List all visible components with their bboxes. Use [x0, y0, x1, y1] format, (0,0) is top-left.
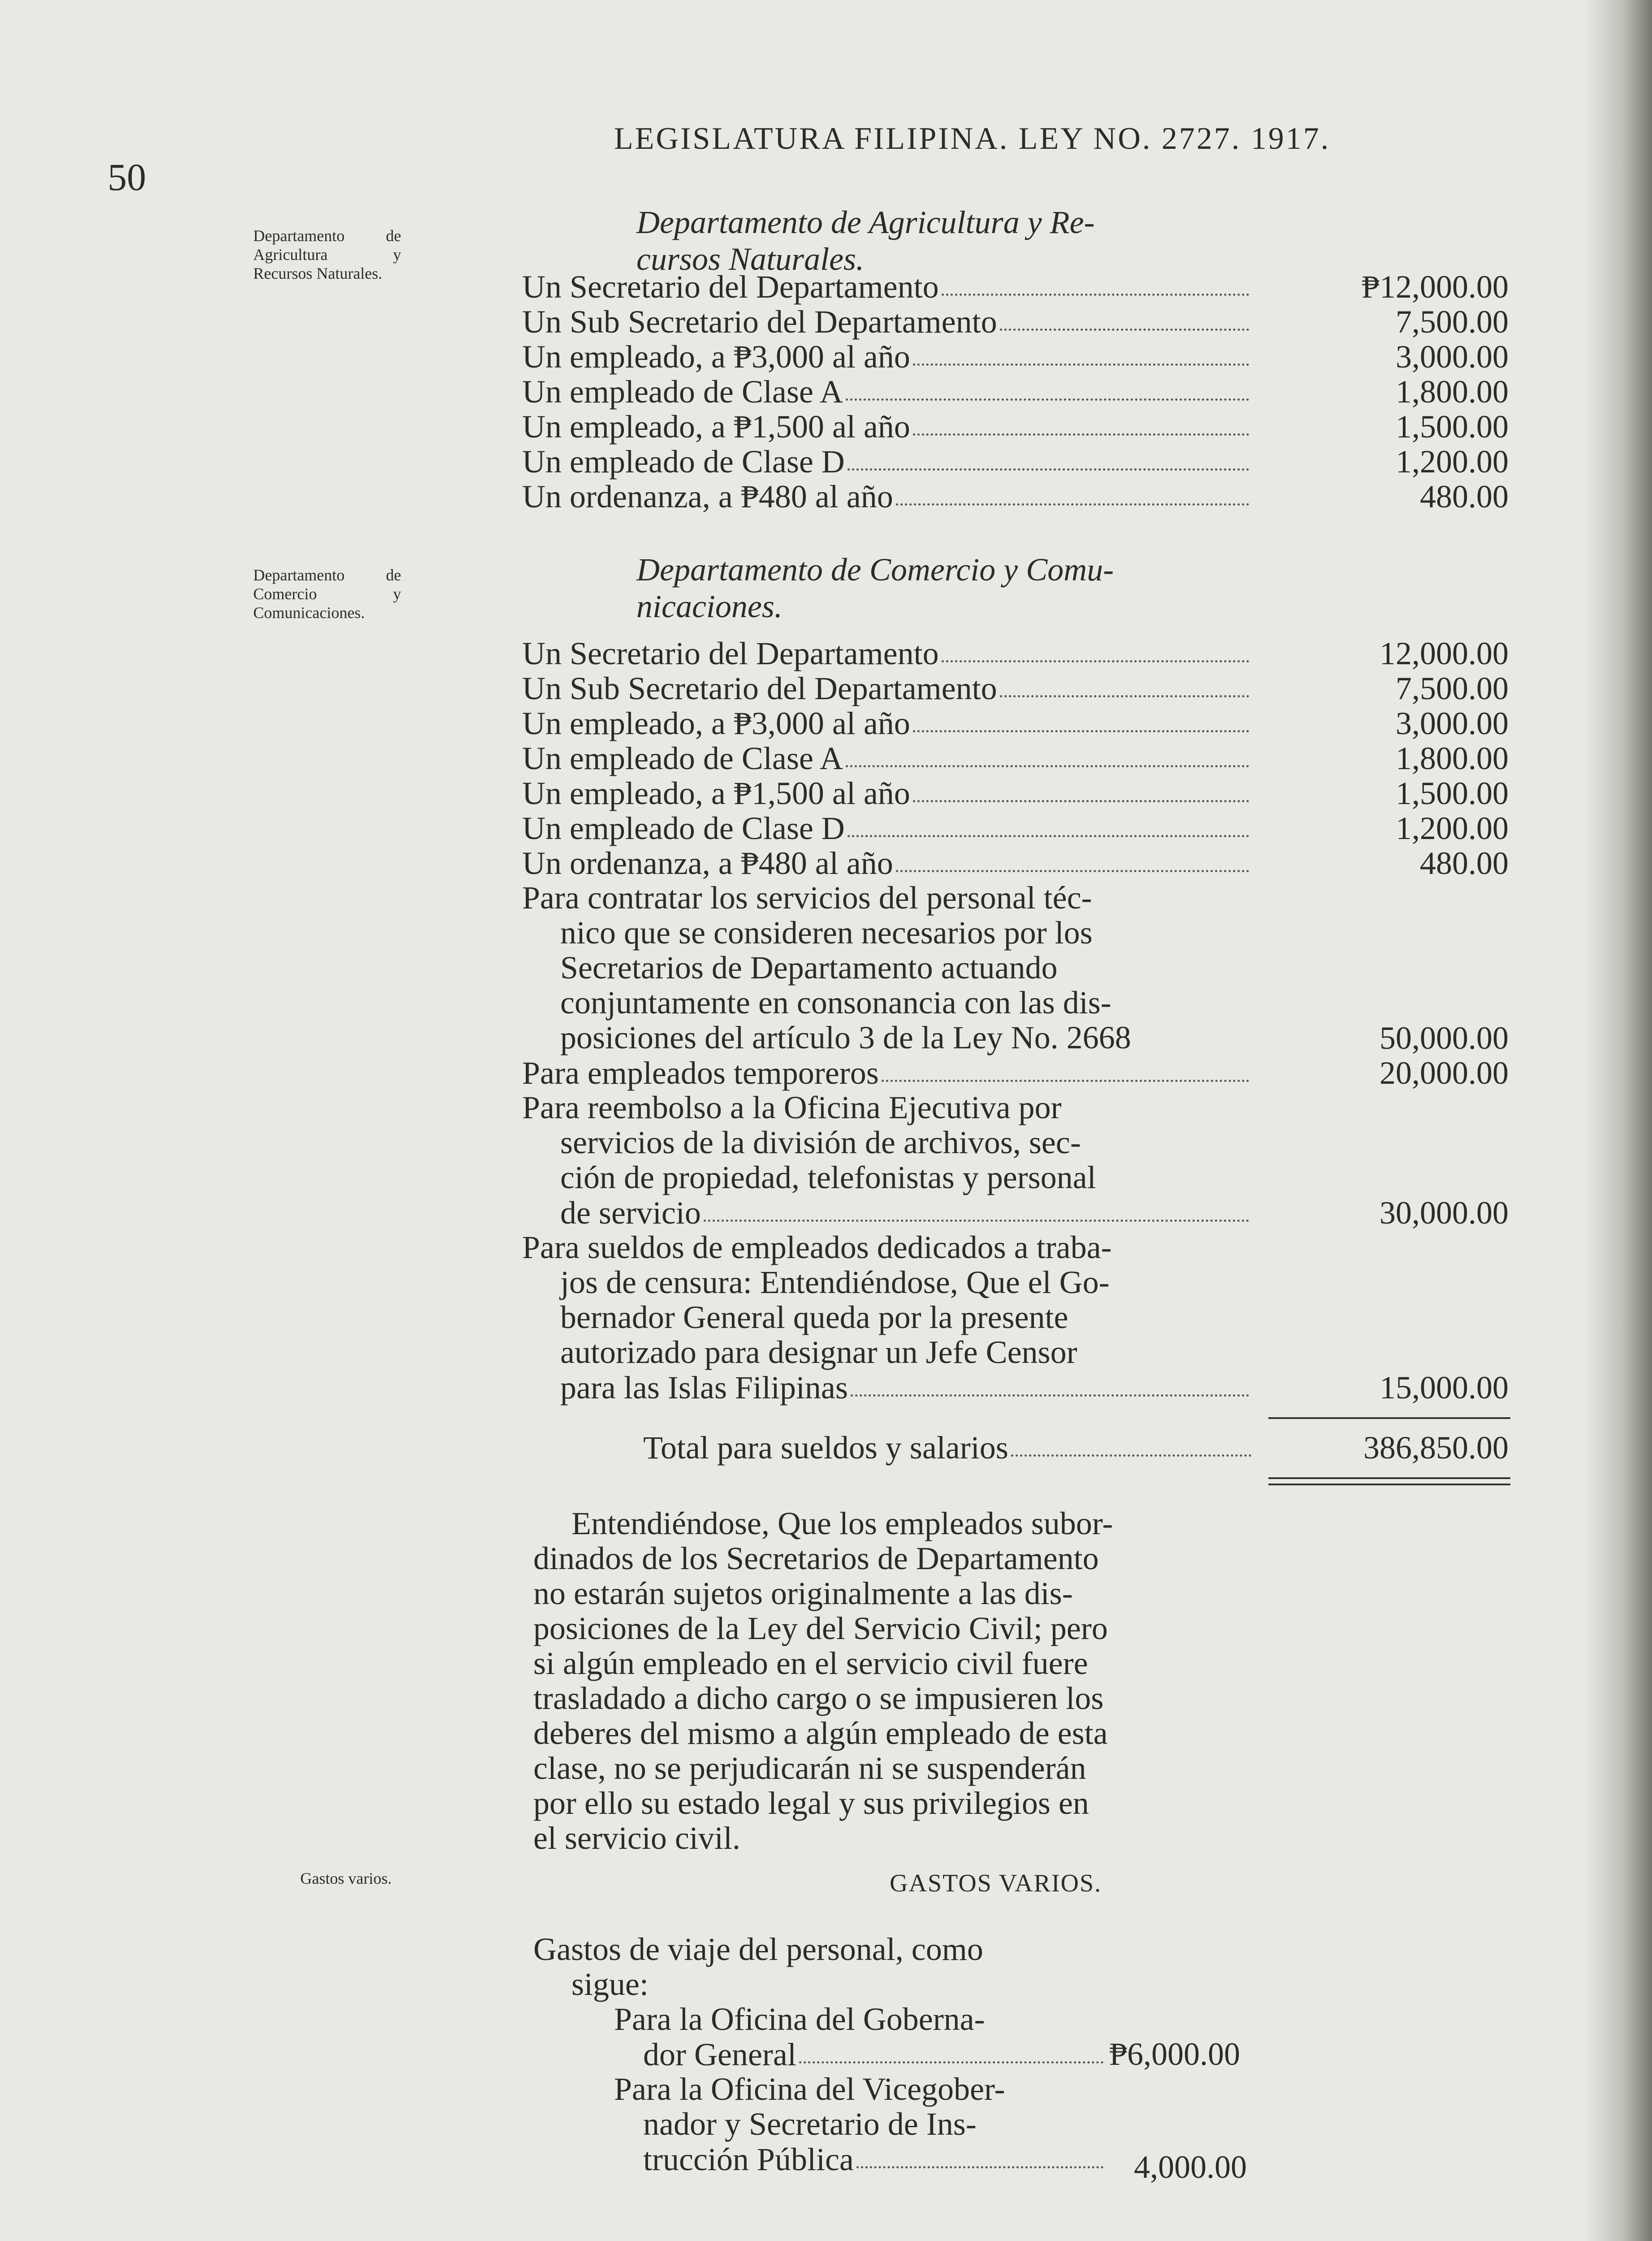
line-item-amount: 1,800.00 [1396, 740, 1509, 776]
leader-dots [1000, 304, 1249, 331]
line-item-amount: 3,000.00 [1396, 339, 1509, 375]
paragraph-line: Para sueldos de empleados dedicados a traba- [522, 1229, 1112, 1265]
line-item [522, 374, 1253, 410]
margin-note-comercio: Departamento de Comercio y Comunicaciones. [253, 566, 401, 622]
paragraph-line: bernador General queda por la presente [560, 1299, 1068, 1335]
line-item-label: Un Secretario del Departamento [522, 269, 939, 305]
line-item-label: Un ordenanza, a ₱480 al año [522, 479, 893, 515]
line-item [522, 339, 1253, 375]
leader-dots [942, 269, 1249, 296]
line-item-label: Para empleados temporeros [522, 1055, 879, 1091]
line-item-amount: 12,000.00 [1380, 636, 1509, 671]
line-item-label: para las Islas Filipinas [560, 1370, 848, 1406]
paragraph-line: jos de censura: Entendiéndose, Que el Go- [560, 1264, 1110, 1300]
gastos-intro-line: Gastos de viaje del personal, como [533, 1931, 983, 1967]
line-item [522, 810, 1253, 846]
paragraph-line: trasladado a dicho cargo o se impusieren los [533, 1680, 1104, 1716]
paragraph-line: Entendiéndose, Que los empleados subor- [571, 1506, 1113, 1541]
leader-dots [1000, 671, 1249, 697]
line-item-label: Un Sub Secretario del Departamento [522, 304, 997, 340]
paragraph-line: si algún empleado en el servicio civil fuere [533, 1645, 1088, 1681]
leader-dots [913, 409, 1249, 436]
gastos-line-item [643, 2141, 1107, 2177]
section-title-agricultura [636, 204, 1273, 277]
paragraph-line: Para contratar los servicios del personal téc- [522, 880, 1092, 916]
leader-dots [896, 479, 1249, 506]
paragraph-line: Para reembolso a la Oficina Ejecutiva por [522, 1090, 1062, 1125]
line-item-label: dor General [643, 2037, 796, 2072]
line-item-label: Un Sub Secretario del Departamento [522, 671, 997, 706]
section-title-line: nicaciones. [636, 588, 783, 624]
paragraph-line: nico que se consideren necesarios por los [560, 915, 1093, 951]
line-item [522, 740, 1253, 776]
line-item [522, 775, 1253, 811]
paragraph-line: ción de propiedad, telefonistas y personal [560, 1159, 1096, 1195]
leader-dots [704, 1195, 1249, 1222]
leader-dots [846, 374, 1249, 401]
line-item-amount: 480.00 [1420, 479, 1509, 515]
paragraph-line: dinados de los Secretarios de Departamento [533, 1540, 1099, 1576]
line-item-amount: 1,200.00 [1396, 444, 1509, 480]
line-item-amount: 1,500.00 [1396, 409, 1509, 445]
item-personal-tecnico [522, 880, 1264, 1055]
item-reembolso [522, 1090, 1264, 1195]
line-item [522, 409, 1253, 445]
paragraph-line: el servicio civil. [533, 1820, 740, 1856]
line-item [522, 1055, 1253, 1091]
line-item-amount: 20,000.00 [1380, 1055, 1509, 1091]
leader-dots [848, 444, 1249, 471]
line-item [522, 671, 1253, 706]
line-item-label: trucción Pública [643, 2141, 854, 2177]
paragraph-line: servicios de la división de archivos, sec- [560, 1125, 1081, 1160]
leader-dots [942, 636, 1249, 662]
margin-note-gastos: Gastos varios. [300, 1869, 392, 1887]
gastos-line-item [643, 2037, 1107, 2072]
paragraph-line: deberes del mismo a algún empleado de esta [533, 1715, 1108, 1751]
paragraph-line: clase, no se perjudicarán ni se suspenderán [533, 1750, 1086, 1786]
line-item-amount: 1,200.00 [1396, 810, 1509, 846]
total-amount: 386,850.00 [1363, 1430, 1509, 1466]
line-item-label: de servicio [560, 1195, 701, 1231]
page-number: 50 [108, 156, 146, 199]
gastos-heading: GASTOS VARIOS. [890, 1869, 1102, 1897]
leader-dots [913, 705, 1249, 732]
total-rule [1268, 1417, 1510, 1419]
leader-dots [1011, 1430, 1251, 1457]
double-rule-top [1268, 1477, 1510, 1479]
leader-dots [799, 2037, 1103, 2064]
total-label: Total para sueldos y salarios [643, 1430, 1008, 1466]
line-item-amount: 7,500.00 [1396, 671, 1509, 706]
running-header: LEGISLATURA FILIPINA. LEY NO. 2727. 1917. [614, 121, 1331, 156]
paragraph-line: por ello su estado legal y sus privilegios en [533, 1785, 1089, 1821]
line-item-amount: 7,500.00 [1396, 304, 1509, 340]
paragraph-line: posiciones del artículo 3 de la Ley No. 2668 [560, 1020, 1131, 1056]
section-title-line: cursos Naturales. [636, 241, 865, 277]
double-rule-bottom [1268, 1484, 1510, 1485]
line-item [522, 304, 1253, 340]
line-item [560, 1370, 1253, 1406]
leader-dots [851, 1370, 1249, 1397]
line-item-label: Un Secretario del Departamento [522, 636, 939, 671]
leader-dots [848, 810, 1249, 837]
gastos-item-line: Para la Oficina del Goberna- [614, 2001, 985, 2037]
leader-dots [896, 845, 1249, 872]
gastos-intro-line: sigue: [571, 1966, 649, 2002]
leader-dots [913, 775, 1249, 802]
paragraph-line: posiciones de la Ley del Servicio Civil; pero [533, 1610, 1108, 1646]
paragraph-line: Secretarios de Departamento actuando [560, 950, 1058, 986]
line-item [522, 636, 1253, 671]
line-item-label: Un ordenanza, a ₱480 al año [522, 845, 893, 881]
line-item [522, 845, 1253, 881]
line-item [522, 705, 1253, 741]
gastos-amount: ₱6,000.00 [1109, 2036, 1241, 2072]
line-item [522, 479, 1253, 515]
paragraph-line: no estarán sujetos originalmente a las dis- [533, 1575, 1073, 1611]
section-title-line: Departamento de Agricultura y Re- [636, 204, 1095, 240]
gastos-item-line: Para la Oficina del Vicegober- [614, 2071, 1005, 2107]
line-item-amount: 30,000.00 [1380, 1195, 1509, 1231]
line-item-label: Un empleado, a ₱3,000 al año [522, 339, 910, 375]
gastos-item-line: nador y Secretario de Ins- [643, 2106, 977, 2142]
line-item-label: Un empleado de Clase A [522, 374, 843, 410]
item-censura [522, 1230, 1264, 1370]
total-row [643, 1430, 1255, 1466]
line-item-amount: 480.00 [1420, 845, 1509, 881]
paragraph-line: conjuntamente en consonancia con las dis- [560, 985, 1111, 1021]
leader-dots [856, 2141, 1103, 2168]
leader-dots [846, 740, 1249, 767]
line-item-label: Un empleado, a ₱1,500 al año [522, 409, 910, 445]
section-title-comercio [636, 551, 1273, 625]
line-item-amount: 50,000.00 [1380, 1020, 1509, 1056]
margin-note-agricultura: Departamento de Agricultura y Recursos Naturales. [253, 227, 401, 282]
line-item-label: Un empleado de Clase A [522, 740, 843, 776]
gastos-amount: 4,000.00 [1134, 2149, 1247, 2185]
line-item-amount: ₱12,000.00 [1361, 269, 1509, 305]
page-edge-shadow [1585, 0, 1652, 2241]
line-item-label: Un empleado, a ₱1,500 al año [522, 775, 910, 811]
line-item-amount: 1,800.00 [1396, 374, 1509, 410]
proviso-paragraph [533, 1506, 1264, 1856]
paragraph-line: autorizado para designar un Jefe Censor [560, 1334, 1077, 1370]
line-item-amount: 3,000.00 [1396, 705, 1509, 741]
line-item [560, 1195, 1253, 1231]
line-item-label: Un empleado de Clase D [522, 810, 845, 846]
leader-dots [913, 339, 1249, 366]
line-item-amount: 1,500.00 [1396, 775, 1509, 811]
line-item [522, 444, 1253, 480]
line-item-label: Un empleado, a ₱3,000 al año [522, 705, 910, 741]
leader-dots [882, 1055, 1249, 1082]
line-item-label: Un empleado de Clase D [522, 444, 845, 480]
section-title-line: Departamento de Comercio y Comu- [636, 552, 1114, 588]
line-item [522, 269, 1253, 305]
line-item-amount: 15,000.00 [1380, 1370, 1509, 1406]
